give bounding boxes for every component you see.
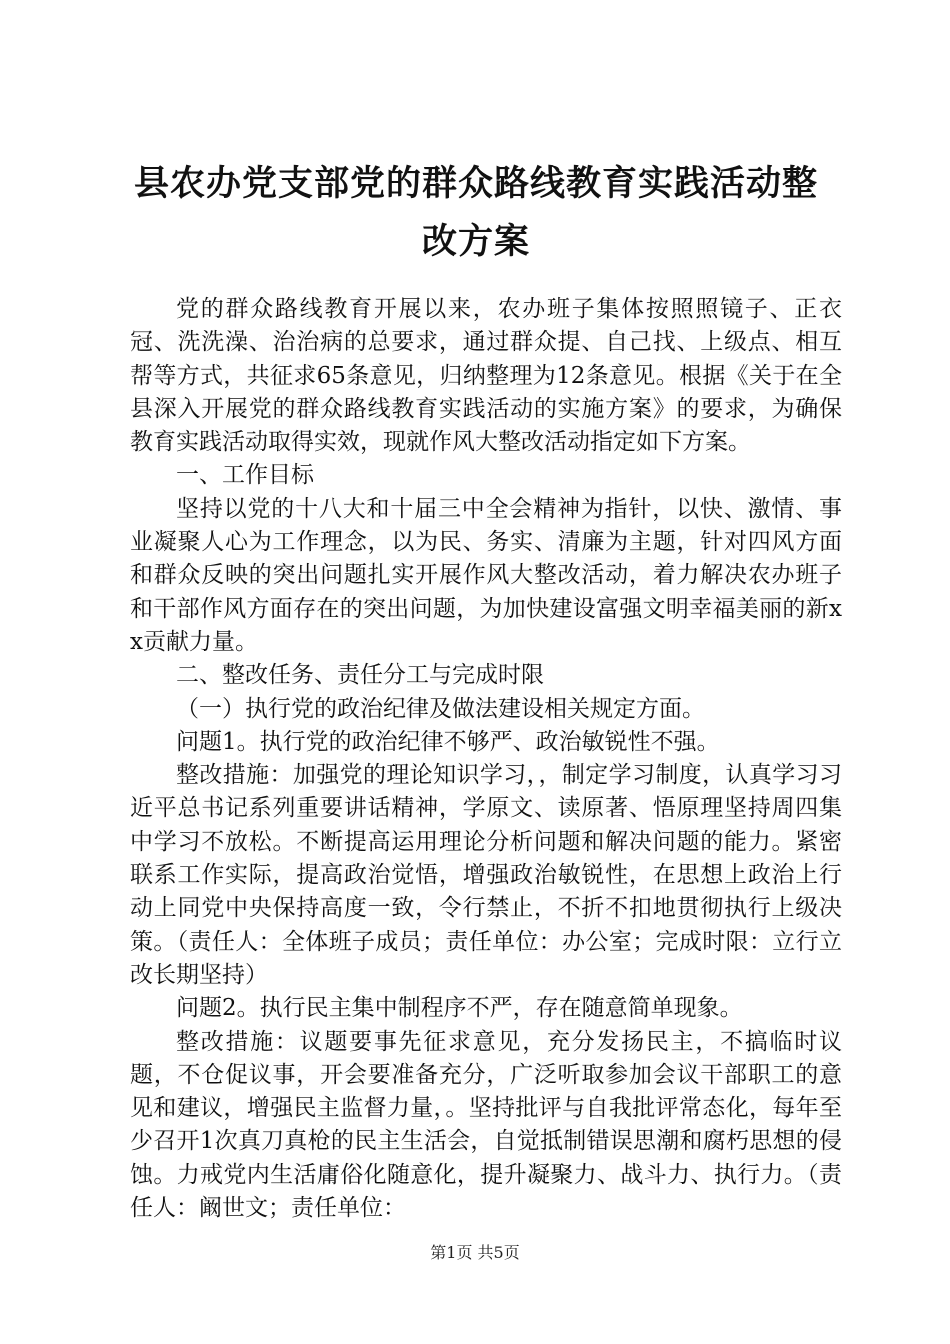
page-footer: 第1页 共5页 <box>430 1243 520 1262</box>
subsection-heading: （一）执行党的政治纪律及做法建设相关规定方面。 <box>176 695 705 722</box>
measures-1: 整改措施：加强党的理论知识学习，，制定学习制度，认真学习习近平总书记系列重要讲话精神，学原文、读原著、悟原理坚持周四集中学习不放松。不断提高运用理论分析问题和解决问题的能力。紧密联系工作实际，提高政治觉悟，增强政治敏锐性，在思想上政治上行动上同党中央保持高度一致，令行禁止，不折不扣地贯彻执行上级决策。（责任人：全体班子成员；责任单位：办公室；完成时限：立行立改长期坚持） <box>130 762 842 988</box>
section-heading-goals: 一、工作目标 <box>176 462 314 489</box>
measures-2: 整改措施：议题要事先征求意见，充分发扬民主，不搞临时议题，不仓促议事，开会要准备充分，广泛听取参加会议干部职工的意见和建议，增强民主监督力量，。坚持批评与自我批评常态化，每年至少召开1次真刀真枪的民主生活会，自觉抵制错误思潮和腐朽思想的侵蚀。力戒党内生活庸俗化随意化，提升凝聚力、战斗力、执行力。（责任人：阚世文；责任单位： <box>130 1028 842 1222</box>
document-body <box>130 293 842 1225</box>
intro-paragraph: 党的群众路线教育开展以来，农办班子集体按照照镜子、正衣冠、洗洗澡、治治病的总要求，通过群众提、自己找、上级点、相互帮等方式，共征求65条意见，归纳整理为12条意见。根据《关于在全县深入开展党的群众路线教育实践活动的实施方案》的要求，为确保教育实践活动取得实效，现就作风大整改活动指定如下方案。 <box>130 296 842 456</box>
document-title: 县农办党支部党的群众路线教育实践活动整改方案 <box>133 164 818 262</box>
problem-1: 问题1。执行党的政治纪律不够严、政治敏锐性不强。 <box>176 728 720 755</box>
goals-paragraph: 坚持以党的十八大和十届三中全会精神为指针，以快、激情、事业凝聚人心为工作理念，以为民、务实、清廉为主题，针对四风方面和群众反映的突出问题扎实开展作风大整改活动，着力解决农办班子和干部作风方面存在的突出问题，为加快建设富强文明幸福美丽的新xx贡献力量。 <box>130 495 842 655</box>
section-heading-tasks: 二、整改任务、责任分工与完成时限 <box>176 662 544 689</box>
problem-2: 问题2。执行民主集中制程序不严，存在随意简单现象。 <box>176 995 743 1022</box>
